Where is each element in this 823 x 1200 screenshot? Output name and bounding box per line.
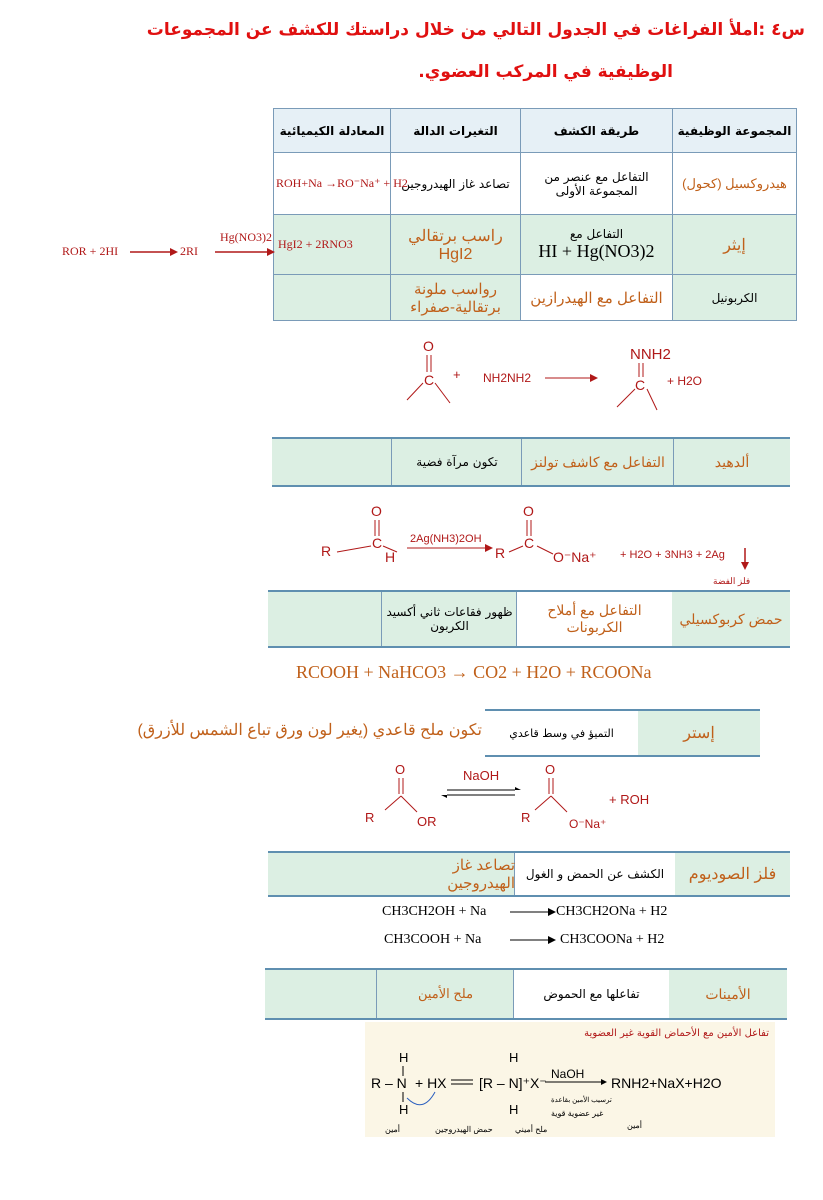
- ald-o: O: [371, 503, 382, 519]
- ether-eq-mid: 2RI: [180, 244, 198, 258]
- amine-box-title: تفاعل الأمين مع الأحماض القوية غير العضوية: [584, 1028, 769, 1039]
- plus-sign: +: [453, 367, 461, 382]
- amines-row: [265, 968, 787, 1020]
- ald-r: R: [321, 543, 332, 559]
- hz-bond-right: [647, 389, 657, 410]
- question-line2: الوظيفية في المركب العضوي.: [418, 62, 673, 82]
- amine-naoh: NaOH: [551, 1067, 585, 1081]
- na-arrow1-head: [548, 908, 556, 916]
- hz-bond-left: [617, 389, 635, 407]
- carbox-r: R: [495, 545, 506, 561]
- carbox-product: O⁻Na⁺: [553, 549, 597, 565]
- ald-h: H: [385, 549, 396, 565]
- hydroxyl-change: تصاعد غاز الهيدروجين: [391, 153, 521, 215]
- hydrazone-c: C: [635, 377, 646, 393]
- silver-label: فلز الفضة: [713, 576, 751, 586]
- ether-group: إيثر: [673, 215, 797, 275]
- ester-or-bond: [401, 796, 417, 812]
- salt-r-bond: [535, 796, 551, 810]
- label-amine2: أمين: [627, 1121, 643, 1130]
- carboxyl-equation: RCOOH + NaHCO3 → CO2 + H2O + RCOONa: [296, 662, 652, 682]
- ether-eq-arrows: [125, 242, 285, 272]
- hydrazine-reagent: NH2NH2: [483, 371, 532, 385]
- label-salt: ملح أميني: [515, 1125, 548, 1134]
- amine-h-top: H: [399, 1050, 409, 1065]
- salt-r: R: [521, 810, 531, 825]
- functional-groups-table: [273, 108, 797, 321]
- question-line1: س٤ :املأ الفراغات في الجدول التالي من خلال دراستك للكشف عن المجموعات: [146, 20, 805, 40]
- arrow-head-1: [170, 248, 178, 256]
- aldehyde-group: ألدهيد: [673, 439, 790, 485]
- header-group: المجموعة الوظيفية: [673, 109, 797, 153]
- ester-reagent: NaOH: [463, 768, 500, 783]
- ether-method-label: التفاعل مع: [569, 227, 624, 241]
- amine-products: RNH2+NaX+H2O: [611, 1075, 722, 1091]
- carbonyl-group: الكربونيل: [673, 275, 797, 321]
- aldehyde-equation-cell: [272, 439, 392, 485]
- amine-h-bottom: H: [399, 1102, 409, 1117]
- sodium-eq1-arrow: [508, 905, 558, 919]
- arrow-head-2: [267, 248, 275, 256]
- ald-r-bond: [337, 546, 371, 552]
- amine-plus-hx: + HX: [415, 1075, 447, 1091]
- hydroxyl-method: التفاعل مع عنصر من المجموعة الأولى: [521, 153, 673, 215]
- carboxyl-change: ظهور فقاعات ثاني أكسيد الكربون: [381, 592, 517, 646]
- sodium-method: الكشف عن الحمض و الغول: [514, 853, 675, 895]
- ether-method-formula: HI + Hg(NO3)2: [538, 241, 655, 261]
- ester-or: OR: [417, 814, 437, 829]
- ester-roh: + ROH: [609, 792, 650, 807]
- sodium-change: تصاعد غاز الهيدروجين: [447, 857, 515, 892]
- header-equation: المعادلة الكيميائية: [274, 109, 391, 153]
- carbonyl-o: O: [423, 338, 434, 354]
- salt-o-bond: [551, 796, 567, 812]
- salt-h-bottom: H: [509, 1102, 519, 1117]
- amine-reaction-svg: [365, 1022, 775, 1137]
- carboxyl-row: [268, 590, 790, 648]
- bond-right: [435, 383, 450, 403]
- salt-h-top: H: [509, 1050, 519, 1065]
- bond-left: [407, 383, 423, 400]
- sodium-group: فلز الصوديوم: [674, 853, 790, 895]
- label-acid: حمض الهيدروجين: [435, 1125, 493, 1134]
- ether-eq-reagent: Hg(NO3)2: [220, 230, 272, 244]
- ester-change: تكون ملح قاعدي (يغير لون ورق تباع الشمس للأزرق): [137, 722, 482, 739]
- ether-method: [521, 215, 673, 275]
- carbox-r-bond: [509, 546, 523, 552]
- carboxyl-method: التفاعل مع أملاح الكربونات: [516, 592, 672, 646]
- ester-row: [485, 709, 760, 757]
- aldehyde-change: تكون مرآة فضية: [391, 439, 522, 485]
- silver-down-head: [741, 562, 749, 570]
- sodium-equation-cell: [268, 853, 385, 895]
- amines-equation-cell: [265, 970, 377, 1018]
- header-change: التغيرات الدالة: [391, 109, 521, 153]
- eq-arrow-top-head: [515, 787, 521, 790]
- ald-c: C: [372, 535, 383, 551]
- eq-arrow-bottom-head: [441, 795, 447, 798]
- carbonyl-change: رواسب ملونة برتقالية-صفراء: [391, 275, 521, 321]
- ester-r-bond: [385, 796, 401, 810]
- sodium-row: [268, 851, 790, 897]
- tollens-tail: + H2O + 3NH3 + 2Ag: [620, 549, 725, 561]
- label-precip: ترسيب الأمين بقاعدة: [551, 1097, 612, 1104]
- hydrazine-reaction: [395, 335, 725, 420]
- label-base: غير عضوية قوية: [551, 1109, 604, 1118]
- ester-method: التميؤ في وسط قاعدي: [485, 711, 638, 755]
- sodium-eq1-right: CH3CH2ONa + H2: [556, 904, 668, 919]
- lone-pair-curve: [407, 1092, 435, 1105]
- carboxyl-group: حمض كربوكسيلي: [671, 592, 790, 646]
- tollens-arrow-head: [485, 544, 493, 552]
- ester-hydrolysis: [355, 760, 675, 840]
- sodium-eq2-arrow: [508, 933, 558, 947]
- nnh2: NNH2: [630, 346, 671, 363]
- amine-reaction-box: [365, 1022, 775, 1137]
- ester-group: إستر: [637, 711, 760, 755]
- amines-group: الأمينات: [668, 970, 787, 1018]
- carbox-o: O: [523, 503, 534, 519]
- ether-equation-right: HgI2 + 2RNO3: [274, 215, 391, 275]
- aldehyde-method: التفاعل مع كاشف تولنز: [521, 439, 674, 485]
- ether-eq-left: ROR + 2HI: [62, 244, 119, 258]
- amines-method: تفاعلها مع الحموض: [513, 970, 669, 1018]
- amine-arrow-head: [601, 1079, 607, 1085]
- sodium-eq2-right: CH3COONa + H2: [560, 932, 665, 947]
- ester-o: O: [395, 762, 406, 777]
- header-method: طريقة الكشف: [521, 109, 673, 153]
- salt-bracket: [R – N]⁺X⁻: [479, 1075, 547, 1091]
- carbonyl-method: التفاعل مع الهيدرازين: [521, 275, 673, 321]
- amine-left: R – N: [371, 1075, 407, 1091]
- carboxyl-equation-cell: [268, 592, 382, 646]
- carbonyl-equation: [274, 275, 391, 321]
- aldehyde-row: [272, 437, 790, 487]
- hydroxyl-group: هيدروكسيل (كحول): [673, 153, 797, 215]
- water-product: + H2O: [667, 374, 703, 388]
- hydrazine-arrow-head: [590, 374, 598, 382]
- ester-r: R: [365, 810, 375, 825]
- salt-product: O⁻Na⁺: [569, 817, 607, 831]
- carbox-o-bond: [537, 546, 553, 554]
- ether-change: راسب برتقالي HgI2: [391, 215, 521, 275]
- sodium-eq1-left: CH3CH2OH + Na: [382, 904, 487, 919]
- carbox-c: C: [524, 535, 535, 551]
- tollens-reagent: 2Ag(NH3)2OH: [410, 533, 482, 545]
- hydroxyl-equation: ROH+Na →RO⁻Na⁺ + H2: [274, 153, 391, 215]
- amines-change: ملح الأمين: [376, 970, 514, 1018]
- tollens-reaction: [315, 500, 755, 590]
- carbonyl-c: C: [424, 372, 435, 388]
- sodium-eq2-left: CH3COOH + Na: [384, 932, 482, 947]
- label-amine: أمين: [385, 1125, 401, 1134]
- salt-o: O: [545, 762, 556, 777]
- na-arrow2-head: [548, 936, 556, 944]
